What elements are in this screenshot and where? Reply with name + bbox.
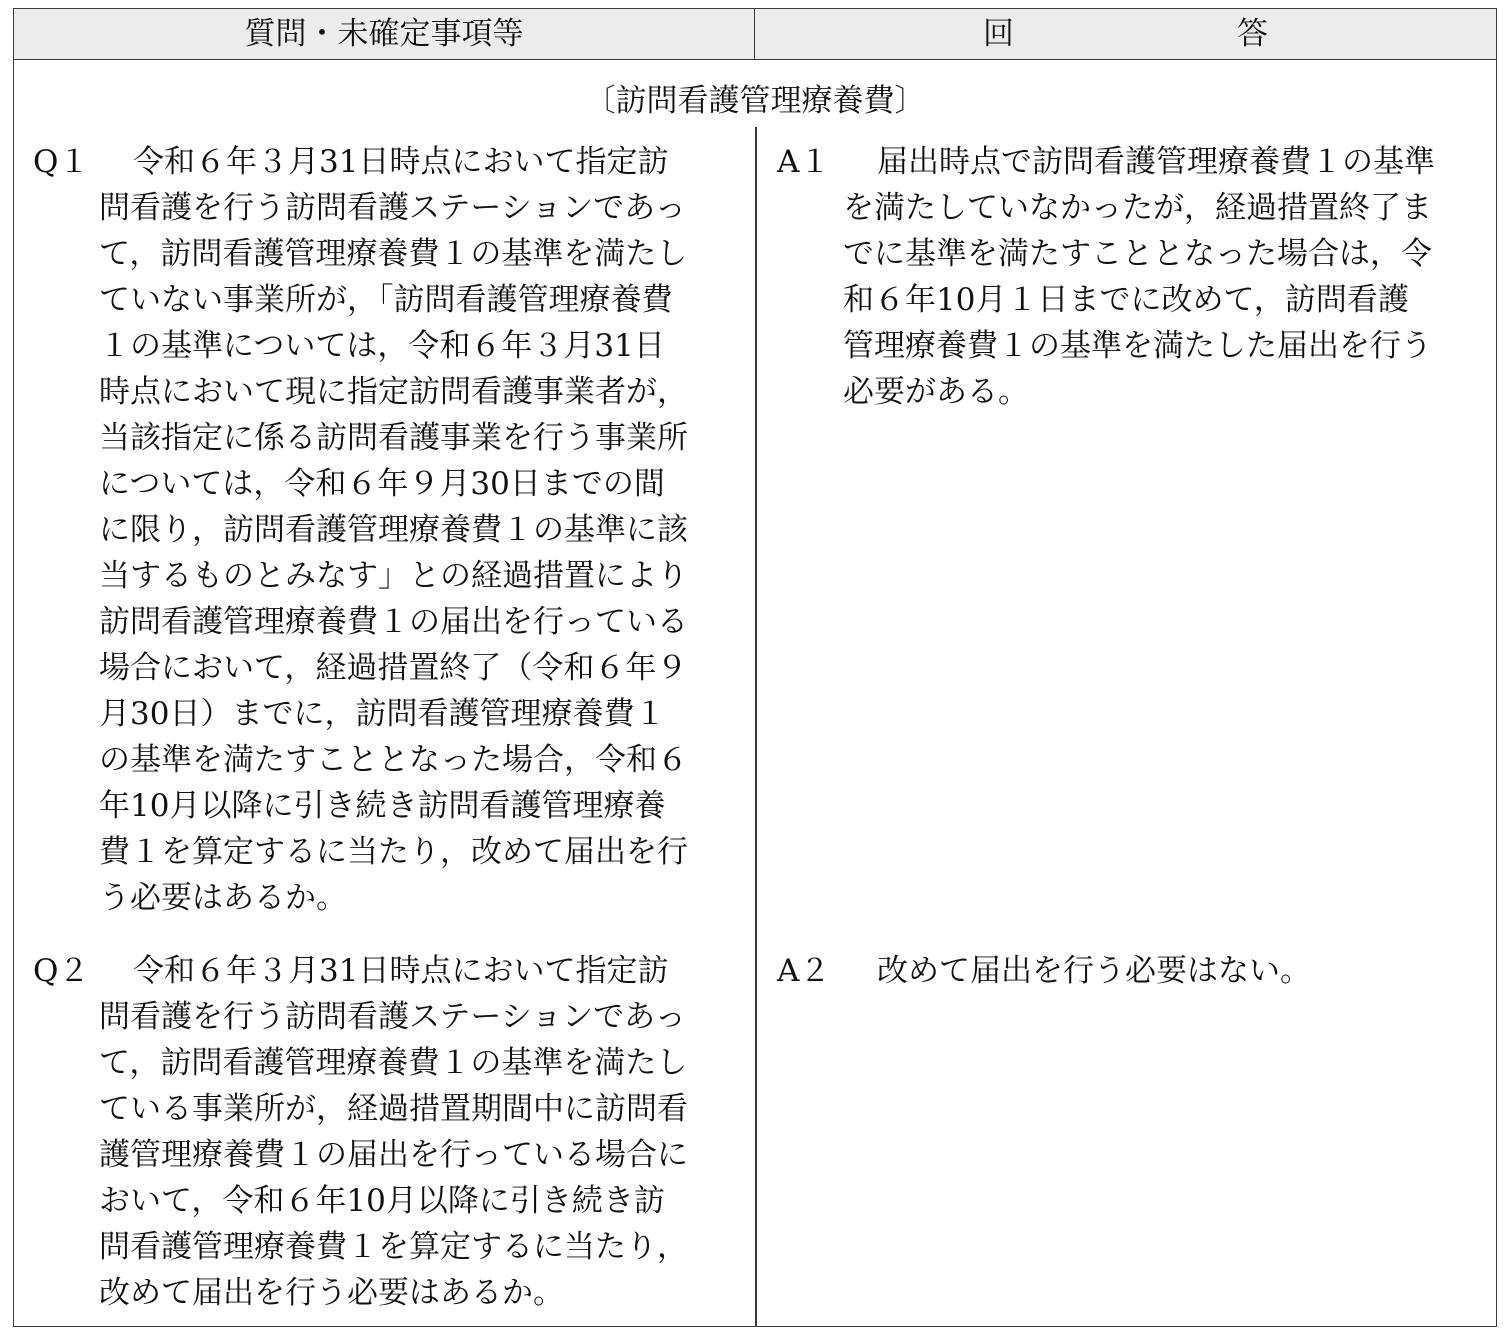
question-2-label: Q２ <box>33 953 90 989</box>
question-2-first-line: Q２ 令和６年３月31日時点において指定訪 <box>33 948 745 994</box>
answer-2 <box>777 948 1493 994</box>
column-divider <box>755 127 757 1327</box>
question-line: 場合において，経過措置終了（令和６年９ <box>99 650 688 686</box>
question-line: の基準を満たすこととなった場合，令和６ <box>99 742 688 778</box>
section-title: 〔訪問看護管理療養費〕 <box>584 83 926 119</box>
question-line: 年10月以降に引き続き訪問看護管理療養 <box>99 788 666 824</box>
question-line: 費１を算定するに当たり，改めて届出を行 <box>99 834 688 870</box>
question-line: ていない事業所が，「訪問看護管理療養費 <box>99 282 673 318</box>
question-line: に限り，訪問看護管理療養費１の基準に該 <box>99 512 688 548</box>
question-line: １の基準については，令和６年３月31日 <box>99 328 665 364</box>
answer-1-label: A１ <box>777 144 831 180</box>
question-line: 当するものとみなす」との経過措置により <box>99 558 688 594</box>
question-line: 護管理療養費１の届出を行っている場合に <box>99 1137 688 1173</box>
question-line: う必要はあるか。 <box>99 880 347 916</box>
table-header <box>14 9 1496 60</box>
answer-line: 必要がある。 <box>843 374 1029 410</box>
question-line: て，訪問看護管理療養費１の基準を満たし <box>99 236 688 272</box>
answer-2-first-line: A２ 改めて届出を行う必要はない。 <box>777 948 1493 994</box>
question-line: ている事業所が，経過措置期間中に訪問看 <box>99 1091 688 1127</box>
question-line: 問看護を行う訪問看護ステーションであっ <box>99 190 686 226</box>
question-2 <box>33 948 745 1316</box>
answer-2-label: A２ <box>777 953 831 989</box>
question-line: 当該指定に係る訪問看護事業を行う事業所 <box>99 420 688 456</box>
answer-1 <box>777 139 1493 415</box>
answer-1-first-line: A１ 届出時点で訪問看護管理療養費１の基準 <box>777 139 1493 185</box>
question-line: 訪問看護管理療養費１の届出を行っている <box>99 604 688 640</box>
question-line: 月30日）までに，訪問看護管理療養費１ <box>99 696 666 732</box>
answer-line: 管理療養費１の基準を満たした届出を行う <box>843 328 1432 364</box>
question-column-header: 質問・未確定事項等 <box>14 9 755 60</box>
question-line: 問看護を行う訪問看護ステーションであっ <box>99 999 686 1035</box>
question-1-first-line: Q１ 令和６年３月31日時点において指定訪 <box>33 139 745 185</box>
question-1-label: Q１ <box>33 144 90 180</box>
question-line: については，令和６年９月30日までの間 <box>99 466 665 502</box>
answer-line: を満たしていなかったが，経過措置終了ま <box>843 190 1432 226</box>
question-line: 問看護管理療養費１を算定するに当たり， <box>99 1229 688 1265</box>
question-1 <box>33 139 745 921</box>
answer-column-header: 回 答 <box>983 16 1364 52</box>
question-line: 時点において現に指定訪問看護事業者が， <box>99 374 688 410</box>
answer-line: 和６年10月１日までに改めて，訪問看護 <box>843 282 1409 318</box>
question-line: おいて，令和６年10月以降に引き続き訪 <box>99 1183 665 1219</box>
question-line: 改めて届出を行う必要はあるか。 <box>99 1275 564 1311</box>
qa-table <box>13 8 1497 1327</box>
answer-line: でに基準を満たすこととなった場合は，令 <box>843 236 1432 272</box>
question-line: て，訪問看護管理療養費１の基準を満たし <box>99 1045 688 1081</box>
